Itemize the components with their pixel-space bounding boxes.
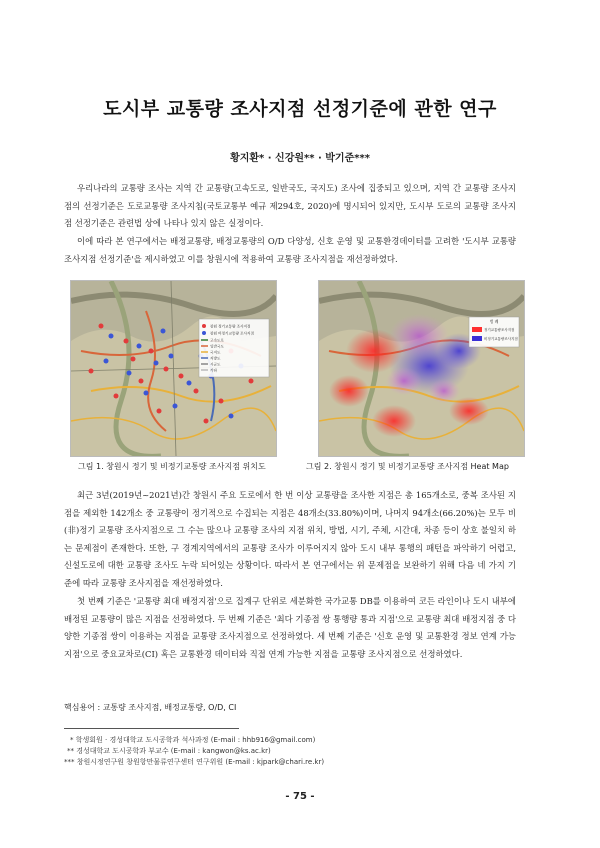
author-line: 황지환* · 신강원** · 박기준*** bbox=[230, 153, 370, 164]
footnote-divider bbox=[64, 728, 239, 729]
paper-title: 도시부 교통량 조사지점 선정기준에 관한 연구 bbox=[103, 98, 497, 120]
fig1-legend-1: 창원 비정기교통량 조사지점 bbox=[210, 331, 254, 336]
body-paragraph-2: 첫 번째 기준은 '교통량 최대 배정지점'으로 집계구 단위로 세분화한 국가교통 DB를 이용하여 코든 라인이나 도시 내부에 배정된 교통량이 많은 지점을 선정하였다. 두 번째 기준은 '최다 기종점 쌍 통행량 통과 지점'으로 교통량 최대 배정지점 중 다양한 기종점 쌍이 이용하는 지점을 교통량 조사지점으로 선정하였다. 세 번째 기준은 '신호 운영 및 교통환경 정보 연계 가능 지점'으로 중요교차로(CI) 혹은 교통환경 데이터와 직접 연계 가능한 지점을 교통량 조사지점으로 선정하였다. bbox=[64, 596, 516, 659]
footnote-2: ** 경성대학교 도시공학과 부교수 (E-mail : kangwon@ks.ac.kr) bbox=[67, 747, 271, 755]
fig1-legend-6: 시군도 bbox=[210, 362, 221, 367]
body-paragraph-1: 최근 3년(2019년~2021년)간 창원시 주요 도로에서 한 번 이상 교통량을 조사한 지점은 총 165개소로, 중복 조사된 지점을 제외한 142개소 중 교통량이 정기적으로 수집되는 지점은 48개소(33.80%)이며, 나머지 94개소(66.20%)는 모두 비(非)정기 교통량 조사지점으로 그 수는 많으나 교통량 조사의 지점 위치, 방법, 시기, 주체, 시간대, 차종 등이 상호 불일치 하는 문제점이 존재한다. 또한, 구 경계지역에서의 교통량 조사가 이루어지지 않아 도시 내부 통행의 패턴을 파악하기 어렵고, 신설도로에 대한 교통량 조사도 누락 되어있는 상황이다. 따라서 본 연구에서는 위 문제점을 보완하기 위해 다음 네 가지 기준에 따라 교통량 조사지점을 재선정하였다. bbox=[64, 490, 516, 588]
fig1-legend-3: 일반국도 bbox=[210, 344, 224, 349]
figure-1-map-graphic bbox=[71, 281, 276, 456]
figure-1-location-map bbox=[70, 280, 277, 457]
figure-2-heat-map bbox=[318, 280, 525, 457]
fig1-legend-5: 지방도 bbox=[210, 356, 221, 361]
fig2-legend-1: 비정기교통량조사지점 bbox=[484, 337, 518, 341]
abstract-paragraph-2: 이에 따라 본 연구에서는 배정교통량, 배정교통량의 O/D 다양성, 신호 운영 및 교통환경데이터를 고려한 '도시부 교통량 조사지점 선정기준'을 제시하였고 이를 창원시에 적용하여 교통량 조사지점을 재선정하였다. bbox=[64, 236, 516, 264]
footnote-1: * 학생회원 · 경성대학교 도시공학과 석사과정 (E-mail : hhb916@gmail.com) bbox=[70, 736, 316, 744]
figure-1-caption: 그림 1. 창원시 정기 및 비정기교통량 조사지점 위치도 bbox=[78, 462, 266, 471]
abstract-paragraph-1: 우리나라의 교통량 조사는 지역 간 교통량(고속도로, 일반국도, 국지도) 조사에 집중되고 있으며, 지역 간 교통량 조사지점의 선정기준은 도로교통량 조사지침(국토교통부 예규 제294호, 2020)에 명시되어 있지만, 도시부 도로의 교통량 조사지점 선정기준은 관련법 상에 나타나 있지 않은 실정이다. bbox=[64, 183, 516, 229]
fig1-legend-7: 기타 bbox=[210, 368, 217, 373]
page-number: - 75 - bbox=[285, 791, 315, 802]
fig1-legend-0: 창원 정기교통량 조사지점 bbox=[210, 324, 251, 329]
fig1-legend-4: 국지도 bbox=[210, 350, 221, 355]
fig2-legend-0: 정기교통량조사지점 bbox=[484, 328, 515, 332]
figure-2-caption: 그림 2. 창원시 정기 및 비정기교통량 조사지점 Heat Map bbox=[306, 462, 509, 471]
figure-2-map-graphic bbox=[319, 281, 524, 456]
fig1-legend-2: 고속도로 bbox=[210, 338, 224, 343]
fig2-legend-title: 범 례 bbox=[489, 319, 499, 324]
keywords: 핵심용어 : 교통량 조사지점, 배정교통량, O/D, CI bbox=[64, 703, 237, 712]
footnote-3: *** 창원시정연구원 창원항만물류연구센터 연구위원 (E-mail : kjpark@chari.re.kr) bbox=[64, 758, 325, 766]
